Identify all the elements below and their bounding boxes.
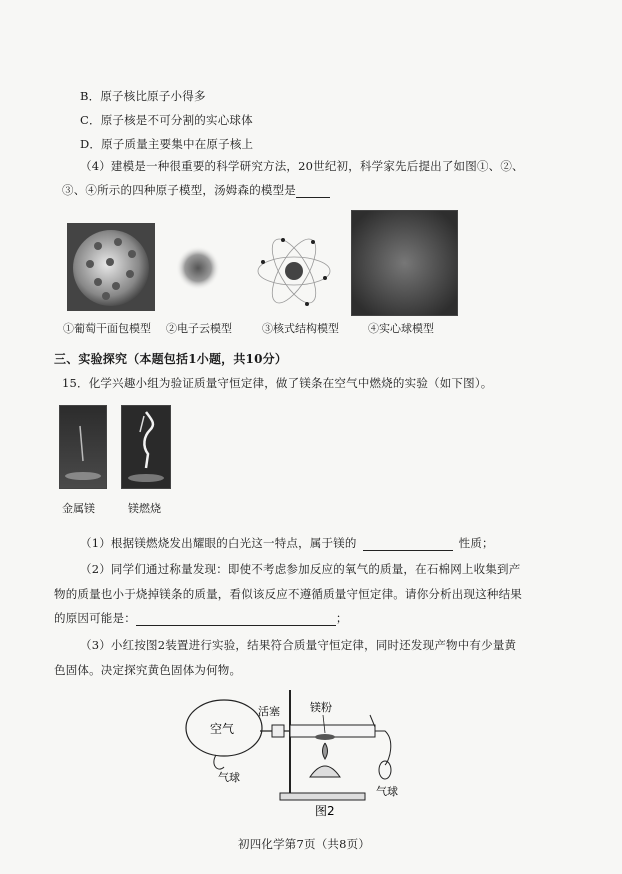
alcohol-lamp (310, 766, 340, 777)
q15-part2-line2: 物的质量也小于烧掉镁条的质量，看似该反应不遵循质量守恒定律。请你分析出现这种结果 (54, 587, 522, 601)
q4-line2 (62, 182, 330, 198)
option-c: C．原子核是不可分割的实心球体 (80, 113, 253, 127)
magnesium-burning-photo (121, 405, 171, 489)
valve-shape (272, 725, 284, 737)
q15-part2-line3 (54, 610, 348, 626)
figure-2-apparatus (180, 685, 410, 820)
option-d: D．原子质量主要集中在原子核上 (80, 137, 254, 151)
property-answer-blank[interactable] (363, 550, 453, 551)
model-caption-1: ①葡萄干面包模型 (63, 322, 151, 335)
nuclear-structure-model-image (255, 232, 333, 310)
electron-cloud-model-image (170, 240, 226, 296)
valve-label: 活塞 (258, 705, 280, 718)
q15-part1 (80, 535, 494, 551)
figure-2-caption: 图2 (315, 804, 335, 818)
magnesium-powder (315, 734, 335, 740)
metal-magnesium-label: 金属镁 (62, 502, 95, 515)
answer-blank[interactable] (296, 197, 330, 198)
section-3-heading: 三、实验探究（本题包括1小题，共10分） (54, 352, 288, 366)
page-footer: 初四化学第7页（共8页） (238, 837, 371, 851)
right-balloon-shape (379, 761, 391, 779)
magnesium-burning-label: 镁燃烧 (128, 502, 161, 515)
left-balloon-label: 气球 (218, 771, 240, 784)
metal-magnesium-photo (59, 405, 107, 489)
q15-part1-end: 性质； (458, 536, 494, 550)
q15-part2-end: ； (335, 611, 348, 625)
air-label: 空气 (210, 722, 235, 736)
model-caption-4: ④实心球模型 (368, 322, 434, 335)
stand-base (280, 793, 365, 800)
q15-part3-line2: 色固体。决定探究黄色固体为何物。 (54, 663, 242, 677)
q15-part3-line1: （3）小红按图2装置进行实验，结果符合质量守恒定律，同时还发现产物中有少量黄 (80, 638, 517, 652)
right-balloon-label: 气球 (376, 785, 398, 798)
q15-part2-line1: （2）同学们通过称量发现：即使不考虑参加反应的氧气的质量，在石棉网上收集到产 (80, 562, 521, 576)
reason-answer-blank[interactable] (136, 625, 336, 626)
solid-sphere-model-image (351, 210, 458, 316)
q15-part2-line3-text: 的原因可能是： (54, 611, 136, 625)
model-caption-3: ③核式结构模型 (262, 322, 339, 335)
q4-line1: （4）建模是一种很重要的科学研究方法，20世纪初，科学家先后提出了如图①、②、 (80, 159, 524, 173)
powder-label: 镁粉 (310, 701, 332, 714)
model-caption-2: ②电子云模型 (166, 322, 232, 335)
q15-intro: 15．化学兴趣小组为验证质量守恒定律，做了镁条在空气中燃烧的实验（如下图）。 (62, 376, 493, 390)
plum-pudding-model-image (67, 223, 155, 311)
option-b: B．原子核比原子小得多 (80, 89, 206, 103)
q15-part1-text: （1）根据镁燃烧发出耀眼的白光这一特点，属于镁的 (80, 536, 357, 550)
q4-line2-text: ③、④所示的四种原子模型，汤姆森的模型是 (62, 183, 296, 197)
